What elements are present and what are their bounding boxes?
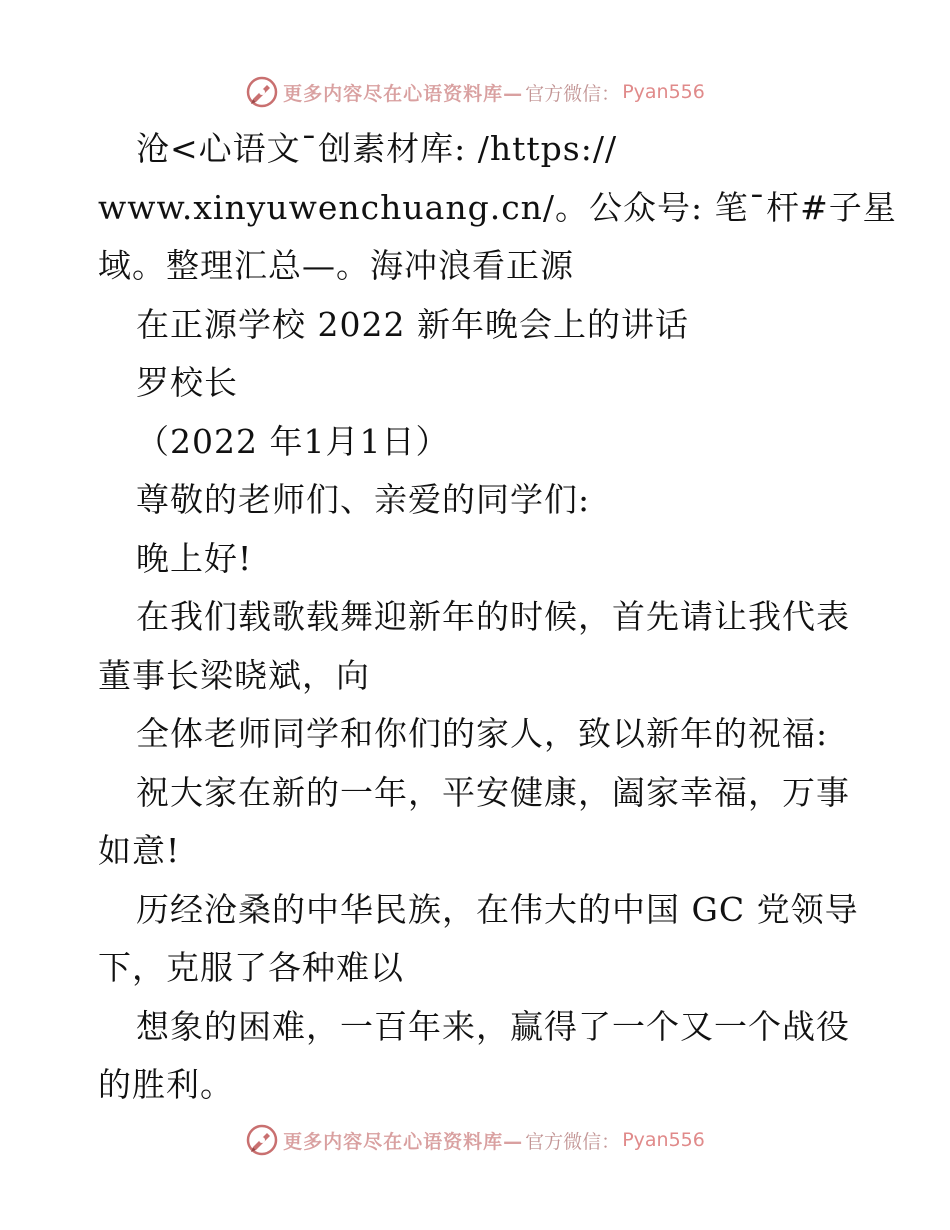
text-line: 下，克服了各种难以 (98, 948, 404, 987)
watermark-text: 更多内容尽在心语资料库— (283, 82, 524, 105)
greeting: 晚上好! (136, 538, 253, 578)
text-line: 想象的困难，一百年来，赢得了一个又一个战役 (136, 1006, 850, 1046)
text-line: 沧<心语文¯创素材库: /https:// (136, 129, 618, 168)
watermark-wechat-label: 官方微信： (525, 1130, 621, 1153)
watermark-wechat-label: 官方微信： (525, 82, 621, 105)
watermark-text: 更多内容尽在心语资料库— (283, 1130, 524, 1153)
header-watermark (0, 72, 950, 112)
watermark-wechat-id: Pyan556 (622, 81, 705, 103)
text-line: 如意! (98, 831, 181, 870)
text-line: 的胜利。 (98, 1065, 234, 1104)
speech-date: （2022 年1月1日） (136, 421, 450, 461)
footer-watermark (0, 1120, 950, 1160)
pen-logo-icon (245, 75, 279, 109)
text-line: 董事长梁晓斌，向 (98, 655, 370, 695)
text-line: 全体老师同学和你们的家人，致以新年的祝福: (136, 714, 829, 753)
pen-logo-icon (245, 1123, 279, 1157)
text-line: 在我们载歌载舞迎新年的时候，首先请让我代表 (136, 597, 850, 636)
speaker-name: 罗校长 (136, 363, 238, 402)
text-line: www.xinyuwenchuang.cn/。公众号: 笔¯杆#子星 (98, 187, 897, 227)
document-body (98, 120, 897, 1115)
text-line: 历经沧桑的中华民族，在伟大的中国 GC 党领导 (136, 889, 859, 929)
text-line: 祝大家在新的一年，平安健康，阖家幸福，万事 (136, 772, 850, 812)
speech-title: 在正源学校 2022 新年晚会上的讲话 (136, 304, 689, 344)
watermark-wechat-id: Pyan556 (622, 1129, 705, 1151)
text-line: 域。整理汇总—。海冲浪看正源 (98, 246, 574, 285)
salutation: 尊敬的老师们、亲爱的同学们: (136, 480, 591, 519)
